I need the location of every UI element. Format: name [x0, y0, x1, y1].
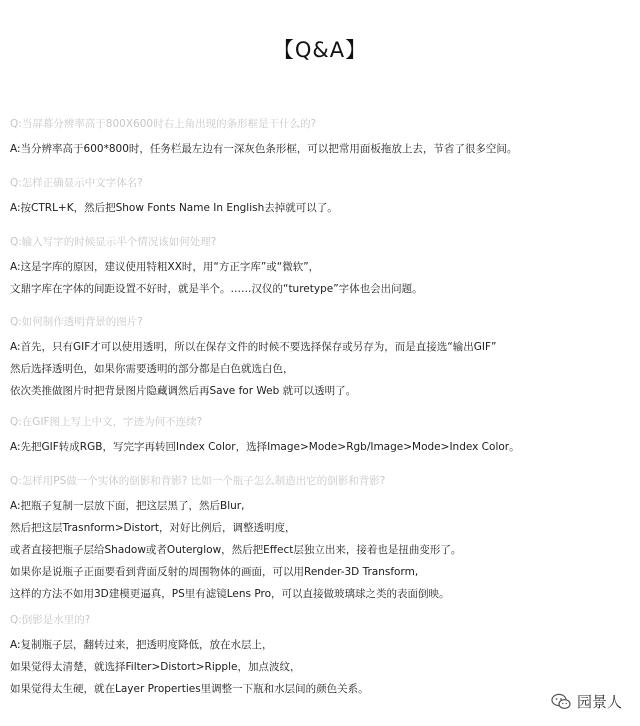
qa-item [10, 473, 630, 605]
answer-line: A:这是字库的原因，建议使用特粗XX时，用“方正字库”或“微软”， [10, 261, 320, 273]
question-text: Q:怎样用PS做一个实体的倒影和背影? 比如一个瓶子怎么制造出它的倒影和背影? [10, 475, 386, 487]
qa-item [10, 314, 630, 402]
answer-line: 如果觉得太清楚，就选择Filter>Distort>Ripple，加点波纹， [10, 661, 301, 673]
answer-line: 依次类推做图片时把背景图片隐藏调然后再Save for Web 就可以透明了。 [10, 385, 357, 397]
watermark-text: 园景人 [576, 693, 622, 711]
question-text: Q:怎样正确显示中文字体名? [10, 177, 143, 189]
answer-line: 或者直接把瓶子层给Shadow或者Outerglow，然后把Effect层独立出来，接着也是扭曲变形了。 [10, 544, 462, 556]
qa-item [10, 116, 630, 160]
answer-text [10, 634, 630, 700]
answer-line: A:当分辨率高于600*800时，任务栏最左边有一深灰色条形框，可以把常用面板拖放上去，节省了很多空间。 [10, 143, 518, 155]
qa-item [10, 612, 630, 700]
answer-line: 如果觉得太生硬，就在Layer Properties里调整一下瓶和水层间的颜色关系。 [10, 683, 369, 695]
answer-line: A:首先，只有GIF才可以使用透明，所以在保存文件的时候不要选择保存或另存为，而是直接选“输出GIF” [10, 341, 497, 353]
answer-text [10, 197, 630, 219]
qa-item [10, 414, 630, 458]
question-text: Q:在GIF图上写上中文，字迹为何不连续? [10, 416, 203, 428]
watermark [551, 691, 622, 712]
answer-text [10, 436, 630, 458]
qa-item [10, 175, 630, 219]
answer-text [10, 495, 630, 605]
question-text: Q:倒影是水里的? [10, 614, 91, 626]
wechat-icon [551, 693, 571, 711]
answer-line: A:先把GIF转成RGB，写完字再转回Index Color，选择Image>Mode>Rgb/Image>Mode>Index Color。 [10, 441, 520, 453]
answer-text [10, 336, 630, 402]
answer-line: A:复制瓶子层，翻转过来，把透明度降低，放在水层上， [10, 639, 273, 651]
answer-line: 然后选择透明色，如果你需要透明的部分都是白色就选白色， [10, 363, 294, 375]
qa-item [10, 234, 630, 300]
question-text: Q:当屏幕分辨率高于800X600时右上角出现的条形框是干什么的? [10, 118, 317, 130]
answer-line: 然后把这层Trasnform>Distort，对好比例后，调整透明度， [10, 522, 296, 534]
answer-text [10, 256, 630, 300]
page-title: 【Q&A】 [272, 38, 368, 62]
question-text: Q:输入写字的时候显示半个情况该如何处理? [10, 236, 217, 248]
answer-line: 文鼎字库在字体的间距设置不好时，就是半个。……汉仪的“turetype”字体也会出问题。 [10, 283, 423, 295]
question-text: Q:如何制作透明背景的图片? [10, 316, 143, 328]
answer-line: 这样的方法不如用3D建模更逼真，PS里有滤镜Lens Pro，可以直接做玻璃球之类的表面倒映。 [10, 588, 450, 600]
answer-line: A:把瓶子复制一层放下面，把这层黑了，然后Blur, [10, 500, 245, 512]
answer-text [10, 138, 630, 160]
answer-line: 如果你是说瓶子正面要看到背面反射的周围物体的画面，可以用Render-3D Transform, [10, 566, 419, 578]
answer-line: A:按CTRL+K，然后把Show Fonts Name In English去掉就可以了。 [10, 202, 338, 214]
